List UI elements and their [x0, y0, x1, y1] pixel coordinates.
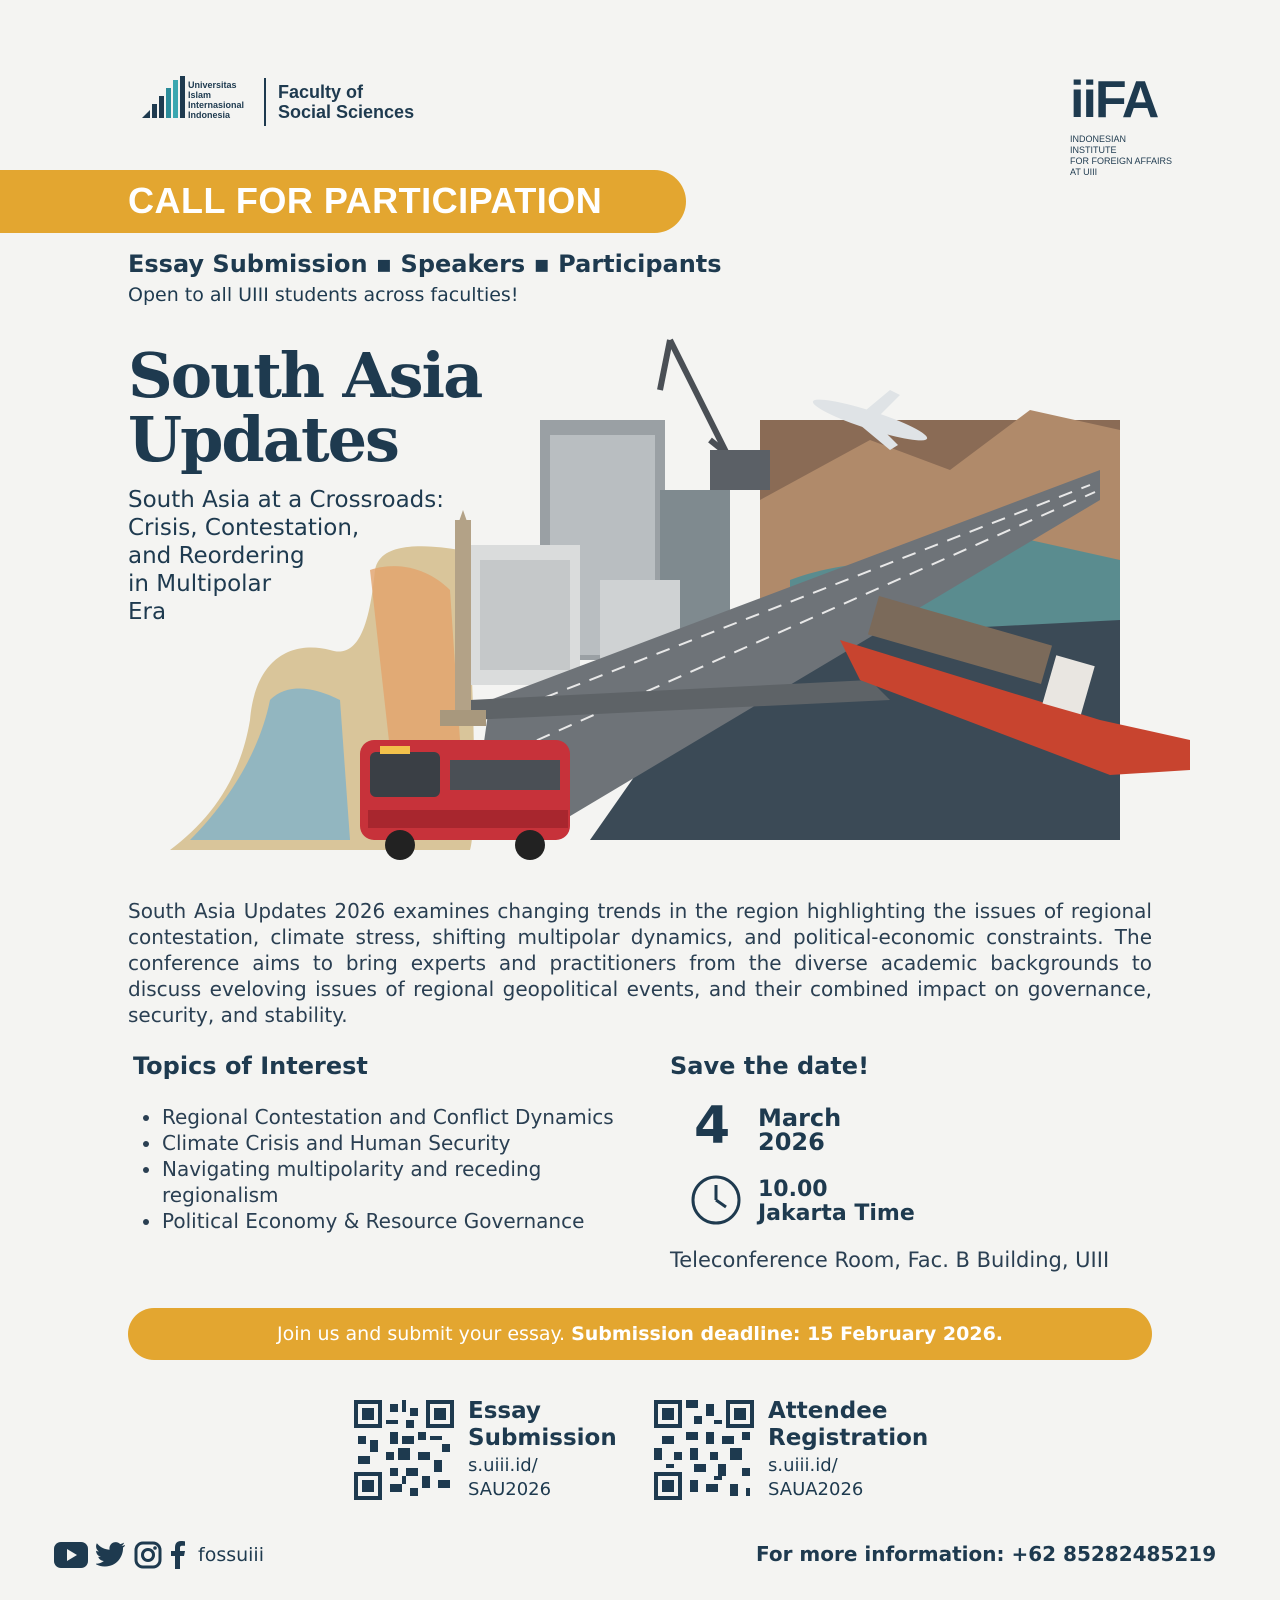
uiii-line: Universitas — [188, 80, 237, 90]
qr-link[interactable] — [468, 1454, 617, 1502]
event-time — [758, 1178, 915, 1226]
iifa-line: AT UIII — [1070, 167, 1098, 177]
event-description: South Asia Updates 2026 examines changing trends in the region highlighting the issues of regional contestation, climate stress, shifting multipolar dynamics, and political-economic constraints. The conference aims to bring experts and practitioners from the diverse academic backgrounds to discuss eveloving issues of regional geopolitical events, and their combined impact on governance, security, and stability. — [128, 899, 1152, 1027]
contact-info: For more information: +62 85282485219 — [756, 1542, 1217, 1566]
event-venue: Teleconference Room, Fac. B Building, UIII — [670, 1248, 1110, 1272]
qr-title-line: Essay — [468, 1398, 541, 1424]
twitter-icon[interactable] — [96, 1542, 126, 1568]
theme-line: and Reordering — [128, 543, 305, 569]
faculty-line: Social Sciences — [278, 102, 415, 122]
clock-icon — [690, 1174, 742, 1226]
theme-line: South Asia at a Crossroads: — [128, 487, 444, 513]
topic-item: • Political Economy & Resource Governance — [162, 1208, 662, 1234]
qr-link-line[interactable]: SAUA2026 — [768, 1479, 864, 1500]
uiii-line: Internasional — [188, 100, 245, 110]
theme-line: Crisis, Contestation, — [128, 515, 360, 541]
open-note: Open to all UIII students across faculties! — [128, 284, 519, 306]
qr-title — [468, 1398, 617, 1452]
qr-title-line: Submission — [468, 1425, 617, 1451]
iifa-mark: iiFA — [1070, 71, 1158, 129]
participation-categories: Essay Submission ▪ Speakers ▪ Participants — [128, 250, 722, 278]
uiii-line: Indonesia — [188, 110, 231, 120]
qr-attendee-registration[interactable] — [654, 1398, 944, 1502]
cta-lead: Join us and submit your essay. — [276, 1323, 566, 1345]
event-month-year — [758, 1106, 841, 1154]
iifa-line: FOR FOREIGN AFFAIRS — [1070, 156, 1173, 166]
faculty-line: Faculty of — [278, 82, 364, 102]
qr-link-line[interactable]: s.uiii.id/ — [768, 1455, 838, 1476]
instagram-icon[interactable] — [134, 1541, 162, 1569]
topic-item: • Regional Contestation and Conflict Dynamics — [162, 1104, 662, 1130]
qr-code-icon — [354, 1400, 454, 1500]
qr-title — [768, 1398, 928, 1452]
qr-code-icon — [654, 1400, 754, 1500]
social-icons — [54, 1538, 186, 1572]
call-banner-text: CALL FOR PARTICIPATION — [128, 180, 603, 221]
social-handle[interactable]: fossuiii — [198, 1544, 264, 1566]
event-year: 2026 — [758, 1128, 825, 1156]
faculty-name — [278, 82, 414, 122]
iifa-logo — [1070, 72, 1200, 182]
youtube-icon[interactable] — [54, 1542, 88, 1568]
event-month: March — [758, 1104, 842, 1132]
facebook-icon[interactable] — [170, 1541, 186, 1569]
topics-list — [132, 1104, 662, 1234]
cta-deadline: Submission deadline: 15 February 2026. — [571, 1323, 1004, 1345]
topics-heading: Topics of Interest — [133, 1052, 368, 1080]
event-time-value: 10.00 — [758, 1177, 828, 1202]
qr-link-line[interactable]: SAU2026 — [468, 1479, 552, 1500]
qr-title-line: Attendee — [768, 1398, 888, 1424]
qr-essay-submission[interactable] — [354, 1398, 617, 1502]
save-date-heading: Save the date! — [670, 1052, 870, 1080]
uiii-logo — [140, 74, 250, 124]
iifa-line: INSTITUTE — [1070, 145, 1117, 155]
qr-link[interactable] — [768, 1454, 928, 1502]
event-time-zone: Jakarta Time — [758, 1201, 915, 1226]
theme-line: Era — [128, 599, 167, 625]
theme-line: in Multipolar — [128, 571, 272, 597]
cta-pill — [128, 1308, 1152, 1360]
event-day: 4 — [694, 1096, 731, 1156]
title-line: Updates — [128, 403, 398, 476]
topic-item: • Climate Crisis and Human Security — [162, 1130, 662, 1156]
uiii-bars-icon — [140, 74, 188, 120]
iifa-caption — [1070, 134, 1190, 178]
header-divider — [264, 78, 266, 126]
qr-title-line: Registration — [768, 1425, 929, 1451]
uiii-line: Islam — [188, 90, 212, 100]
topic-item: • Navigating multipolarity and receding regionalism — [162, 1156, 662, 1208]
iifa-line: INDONESIAN — [1070, 134, 1127, 144]
collage-illustration — [170, 320, 1220, 880]
qr-link-line[interactable]: s.uiii.id/ — [468, 1455, 538, 1476]
title-line: South Asia — [128, 339, 482, 412]
